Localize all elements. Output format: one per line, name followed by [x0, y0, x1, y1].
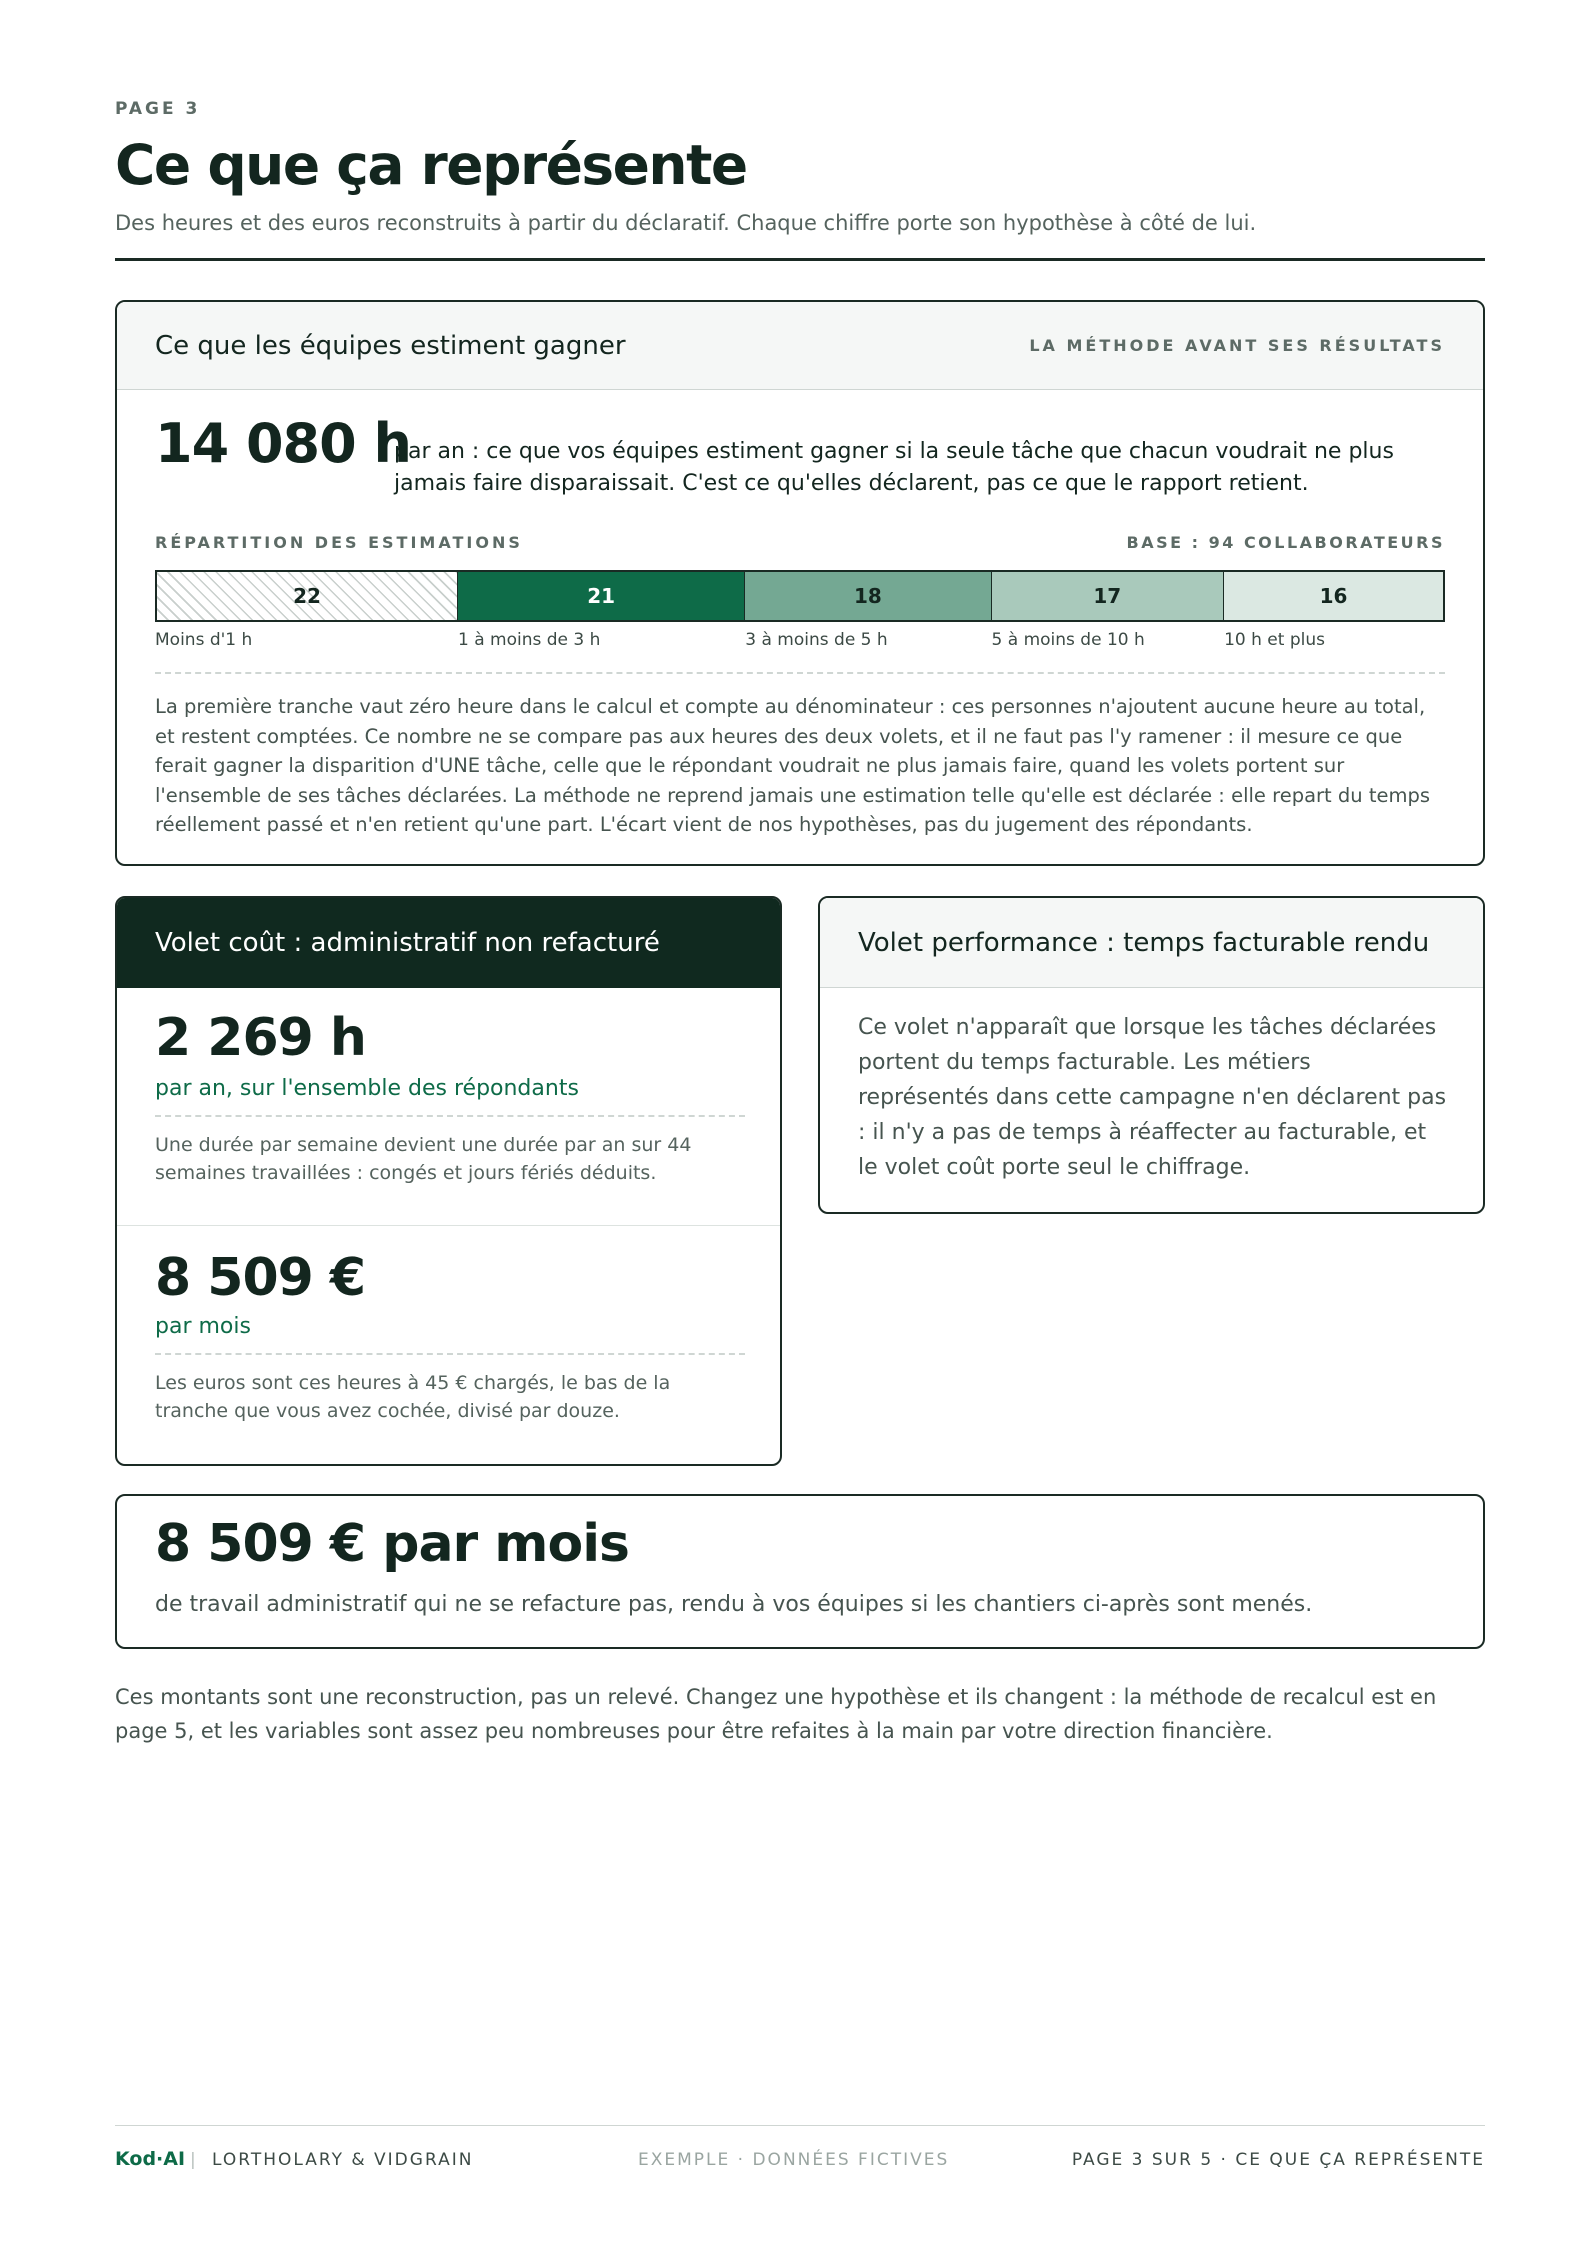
dashed-divider — [155, 672, 1445, 674]
page-kicker: PAGE 3 — [115, 99, 201, 119]
estimate-total-description: par an : ce que vos équipes estiment gagner si la seule tâche que chacun voudrait ne plus jamais faire disparaissait. C'est ce qu'elles déclarent, pas ce que le rapport retient. — [394, 439, 1394, 496]
footer-separator: | — [190, 2150, 196, 2170]
cost-hours-section — [155, 1008, 745, 1187]
cost-hours-description: par an, sur l'ensemble des répondants — [155, 1076, 579, 1101]
distribution-segment — [458, 572, 745, 620]
distribution-tick-label: 10 h et plus — [1224, 630, 1325, 650]
cost-card-header — [117, 898, 780, 988]
footer-firm: LORTHOLARY & VIDGRAIN — [212, 2150, 474, 2170]
distribution-tick-label: 5 à moins de 10 h — [991, 630, 1145, 650]
dashed-divider — [155, 1115, 745, 1117]
distribution-base: BASE : 94 COLLABORATEURS — [1126, 533, 1445, 552]
distribution-tick-label: Moins d'1 h — [155, 630, 253, 650]
header-rule — [115, 258, 1485, 261]
performance-card-title: Volet performance : temps facturable rendu — [858, 927, 1430, 958]
estimate-card — [115, 300, 1485, 866]
cost-euros-section — [155, 1248, 745, 1425]
cost-euros-value: 8 509 € — [155, 1248, 366, 1308]
dashed-divider — [155, 1353, 745, 1355]
estimate-card-header — [117, 302, 1483, 390]
total-description: de travail administratif qui ne se refacture pas, rendu à vos équipes si les chantiers ci-après sont menés. — [155, 1592, 1313, 1617]
kodai-logo: Kod·AI — [115, 2148, 186, 2170]
closing-paragraph: Ces montants sont une reconstruction, pas un relevé. Changez une hypothèse et ils changent : la méthode de recalcul est en page 5, et les variables sont assez peu nombreuses pour être refaites à la main par votre direction financière. — [115, 1685, 1437, 1743]
page-title: Ce que ça représente — [115, 133, 747, 197]
footer-page-indicator: PAGE 3 SUR 5 · CE QUE ÇA REPRÉSENTE — [1071, 2150, 1485, 2170]
distribution-segment — [1224, 572, 1443, 620]
cost-card-title: Volet coût : administratif non refacturé — [155, 928, 660, 958]
cost-hours-value: 2 269 h — [155, 1008, 366, 1068]
cost-hours-note: Une durée par semaine devient une durée par an sur 44 semaines travaillées : congés et jours fériés déduits. — [155, 1134, 692, 1184]
cost-euros-note: Les euros sont ces heures à 45 € chargés, le bas de la tranche que vous avez cochée, divisé par douze. — [155, 1372, 671, 1422]
distribution-tick-label: 3 à moins de 5 h — [745, 630, 888, 650]
distribution-segment-value: 22 — [293, 584, 321, 608]
footer-disclaimer: EXEMPLE · DONNÉES FICTIVES — [638, 2150, 950, 2170]
total-card — [115, 1494, 1485, 1649]
page-subtitle: Des heures et des euros reconstruits à partir du déclaratif. Chaque chiffre porte son hypothèse à côté de lui. — [115, 211, 1257, 235]
cost-card — [115, 896, 782, 1466]
distribution-segment — [745, 572, 991, 620]
distribution-tick-labels — [155, 630, 1445, 654]
performance-card-text: Ce volet n'apparaît que lorsque les tâches déclarées portent du temps facturable. Les métiers représentés dans cette campagne n'en déclarent pas : il n'y a pas de temps à réaffecter au facturable, et le volet coût porte seul le chiffrage. — [858, 1015, 1447, 1180]
distribution-label: RÉPARTITION DES ESTIMATIONS — [155, 533, 523, 552]
performance-card — [818, 896, 1485, 1214]
distribution-segment-value: 21 — [587, 584, 616, 608]
distribution-segment — [157, 572, 458, 620]
distribution-segment-value: 16 — [1319, 584, 1348, 608]
distribution-segment-value: 18 — [853, 584, 882, 608]
distribution-bar — [155, 570, 1445, 622]
section-divider — [117, 1225, 780, 1226]
distribution-segment-value: 17 — [1093, 584, 1122, 608]
distribution-tick-label: 1 à moins de 3 h — [457, 630, 601, 650]
report-page — [115, 0, 1485, 2246]
cost-euros-description: par mois — [155, 1314, 251, 1339]
estimate-method-note: La première tranche vaut zéro heure dans le calcul et compte au dénominateur : ces personnes n'ajoutent aucune heure au total, et restent comptées. Ce nombre ne se compare pas aux heures des deux volets, et il ne faut pas l'y ramener : il mesure ce que ferait gagner la disparition d'UNE tâche, celle que le répondant voudrait ne plus jamais faire, quand les volets portent sur l'ensemble de ses tâches déclarées. La méthode ne reprend jamais une estimation telle qu'elle est déclarée : elle repart du temps réellement passé et n'en retient qu'une part. L'écart vient de nos hypothèses, pas du jugement des répondants. — [155, 695, 1430, 836]
performance-card-header — [820, 898, 1483, 988]
estimate-card-tag: LA MÉTHODE AVANT SES RÉSULTATS — [1029, 336, 1445, 355]
footer-rule — [115, 2125, 1485, 2126]
estimate-card-title: Ce que les équipes estiment gagner — [155, 330, 626, 361]
estimate-total: 14 080 h — [155, 412, 411, 475]
total-amount: 8 509 € par mois — [155, 1514, 629, 1574]
distribution-segment — [992, 572, 1225, 620]
